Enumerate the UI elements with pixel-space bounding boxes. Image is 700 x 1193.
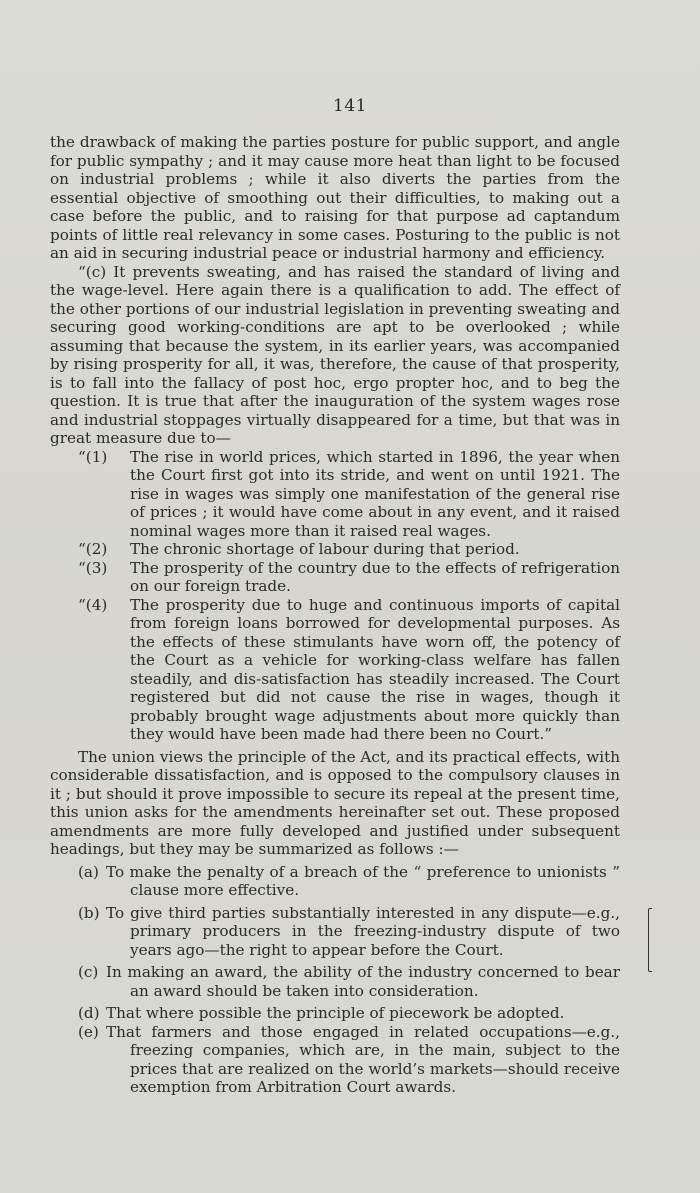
- quoted-list-item: [78, 559, 620, 596]
- list-item-number: “(1): [78, 447, 108, 466]
- list-item-text: The rise in world prices, which started in 1896, the year when the Court first got into its stride, and went on until 1921. The rise in wages was simply one manifestation of the general rise of prices ; it would have come about in any event, and it raised nominal wages more than it raised real wages.: [130, 447, 620, 540]
- list-item-number: “(2): [78, 540, 108, 558]
- list-item-number: “(3): [78, 558, 108, 577]
- page-number: 141: [333, 96, 367, 116]
- amendment-item: [78, 863, 620, 900]
- quoted-list-item: [78, 596, 620, 744]
- amendment-text: That where possible the principle of piecework be adopted.: [106, 1004, 565, 1022]
- amendment-item: [78, 904, 620, 960]
- amendment-text: To give third parties substantially interested in any dispute—e.g., primary producers in the freezing-industry dispute of two years ago—the right to appear before the Court.: [106, 903, 620, 959]
- amendment-letter: (b): [78, 903, 100, 922]
- amendment-item: [78, 1023, 620, 1097]
- amendment-letter: (a): [78, 862, 99, 881]
- amendment-text: In making an award, the ability of the industry concerned to bear an award should be taken into consideration.: [106, 963, 620, 1000]
- amendment-item: [78, 963, 620, 1000]
- paragraph-sweating: “(c) It prevents sweating, and has raised the standard of living and the wage-level. Here again there is a qualification to add. The effect of the other portions of our industrial legislation in preventing sweating and securing good working-conditions are apt to be overlooked ; while assuming that because the system, in its earlier years, was accompanied by rising prosperity for all, it was, therefore, the cause of that prosperity, is to fall into the fallacy of post hoc, ergo propter hoc, and to beg the question. It is true that after the inauguration of the system wages rose and industrial stoppages virtually disappeared for a time, but that was in great measure due to—: [50, 262, 620, 447]
- paragraph-union-views: The union views the principle of the Act, and its practical effects, with considerable dissatisfaction, and is opposed to the compulsory clauses in it ; but should it prove impossible to secure its repeal at the present time, this union asks for the amendments hereinafter set out. These proposed amendments are more fully developed and justified under subsequent headings, but they may be summarized as follows :—: [50, 747, 620, 858]
- quoted-list-item: [78, 540, 620, 559]
- list-item-text: The prosperity due to huge and continuous imports of capital from foreign loans borrowed for developmental purposes. As the effects of these stimulants have worn off, the potency of the Court as a vehicle for working-class welfare has fallen steadily, and dis-satisfaction has steadily increased. The Court registered but did not cause the rise in wages, though it probably brought wage adjustments about more quickly than they would have been made had there been no Court.”: [130, 595, 620, 743]
- list-item-text: The prosperity of the country due to the effects of refrigeration on our foreign trade.: [130, 558, 620, 595]
- list-item-text: The chronic shortage of labour during that period.: [130, 540, 520, 558]
- amendment-text: That farmers and those engaged in related occupations—e.g., freezing companies, which are, in the main, subject to the prices that are realized on the world’s markets—should receive exemption from Arbitration Court awards.: [106, 1022, 620, 1096]
- list-item-number: “(4): [78, 595, 108, 614]
- paragraph-drawback: the drawback of making the parties posture for public support, and angle for public sympathy ; and it may cause more heat than light to be focused on industrial problems ; while it also diverts the parties from the essential objective of smoothing out their difficulties, to making out a case before the public, and to raising for that purpose ad captandum points of little real relevancy in some cases. Posturing to the public is not an aid in securing industrial peace or industrial harmony and efficiency.: [50, 133, 620, 262]
- margin-bracket-mark: [648, 908, 652, 972]
- body-text: [50, 133, 620, 1097]
- amendment-letter: (e): [78, 1022, 99, 1041]
- amendment-item: [78, 1004, 620, 1023]
- amendment-text: To make the penalty of a breach of the “ preference to unionists ” clause more effective.: [106, 862, 620, 899]
- amendment-letter: (d): [78, 1004, 100, 1022]
- amendment-letter: (c): [78, 963, 99, 981]
- quoted-list-item: [78, 448, 620, 541]
